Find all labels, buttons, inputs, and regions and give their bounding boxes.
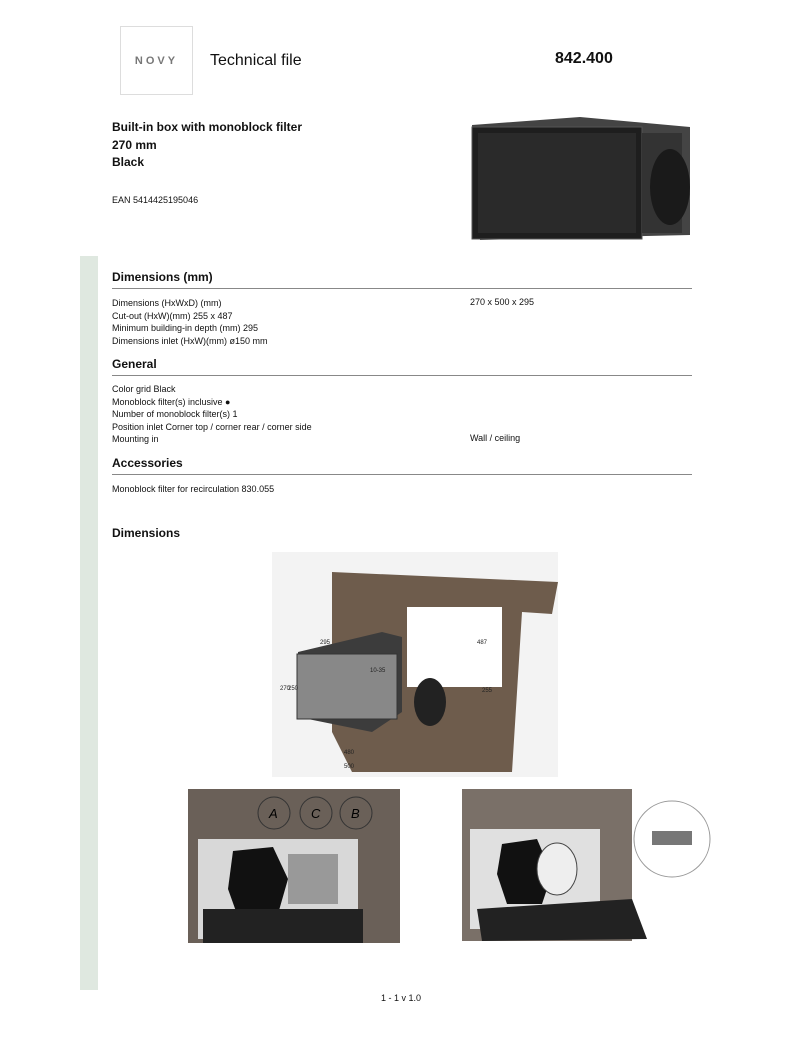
- product-size: 270 mm: [112, 137, 157, 152]
- dim-label: 255: [482, 688, 493, 694]
- spec-row: Position inlet Corner top / corner rear / corner side: [112, 421, 312, 432]
- dimension-drawing: [272, 552, 558, 777]
- dim-label: 270: [280, 686, 291, 692]
- spec-row: Dimensions (HxWxD) (mm): [112, 298, 222, 308]
- spec-row: Monoblock filter(s) inclusive ●: [112, 396, 231, 407]
- product-photo: [460, 115, 692, 255]
- dim-label: 487: [477, 640, 488, 646]
- dimensions-list: [112, 297, 268, 347]
- spec-row: Monoblock filter for recirculation 830.055: [112, 484, 275, 494]
- section-drawing-heading: Dimensions: [112, 526, 181, 540]
- spec-row: Cut-out (HxW)(mm) 255 x 487: [112, 310, 233, 321]
- document-title: Technical file: [210, 52, 302, 69]
- product-code: 842.400: [555, 50, 613, 67]
- dim-label: 500: [344, 764, 355, 770]
- section-dimensions-heading: Dimensions (mm): [112, 270, 692, 289]
- product-name: Built-in box with monoblock filter: [112, 120, 302, 134]
- dim-label: 250: [288, 686, 299, 692]
- dim-label: 10-35: [370, 668, 386, 674]
- product-color: Black: [112, 155, 145, 169]
- page-footer: 1 - 1 v 1.0: [380, 993, 422, 1003]
- spec-row: Mounting in: [112, 434, 159, 444]
- spec-value: Wall / ceiling: [470, 433, 521, 443]
- general-list: [112, 383, 312, 446]
- spec-row: Number of monoblock filter(s) 1: [112, 409, 238, 419]
- callout-c: C: [311, 806, 321, 821]
- filter-installation-photo: [188, 789, 400, 943]
- callout-a: A: [269, 806, 278, 821]
- spec-row: Minimum building-in depth (mm) 295: [112, 323, 259, 333]
- section-general-heading: General: [112, 357, 692, 376]
- screw-installation-photo: [462, 789, 717, 941]
- dim-label: 480: [344, 750, 355, 756]
- novy-logo: [120, 26, 193, 95]
- side-strip: [80, 256, 98, 990]
- dim-label: 295: [320, 640, 331, 646]
- product-info: [112, 119, 302, 172]
- ean: EAN 5414425195046: [112, 195, 199, 205]
- spec-value: 270 x 500 x 295: [470, 297, 535, 307]
- spec-row: Color grid Black: [112, 384, 176, 394]
- spec-row: Dimensions inlet (HxW)(mm) ø150 mm: [112, 335, 268, 346]
- logo-text: NOVY: [134, 54, 179, 67]
- callout-b: B: [351, 806, 360, 821]
- section-accessories-heading: Accessories: [112, 456, 692, 475]
